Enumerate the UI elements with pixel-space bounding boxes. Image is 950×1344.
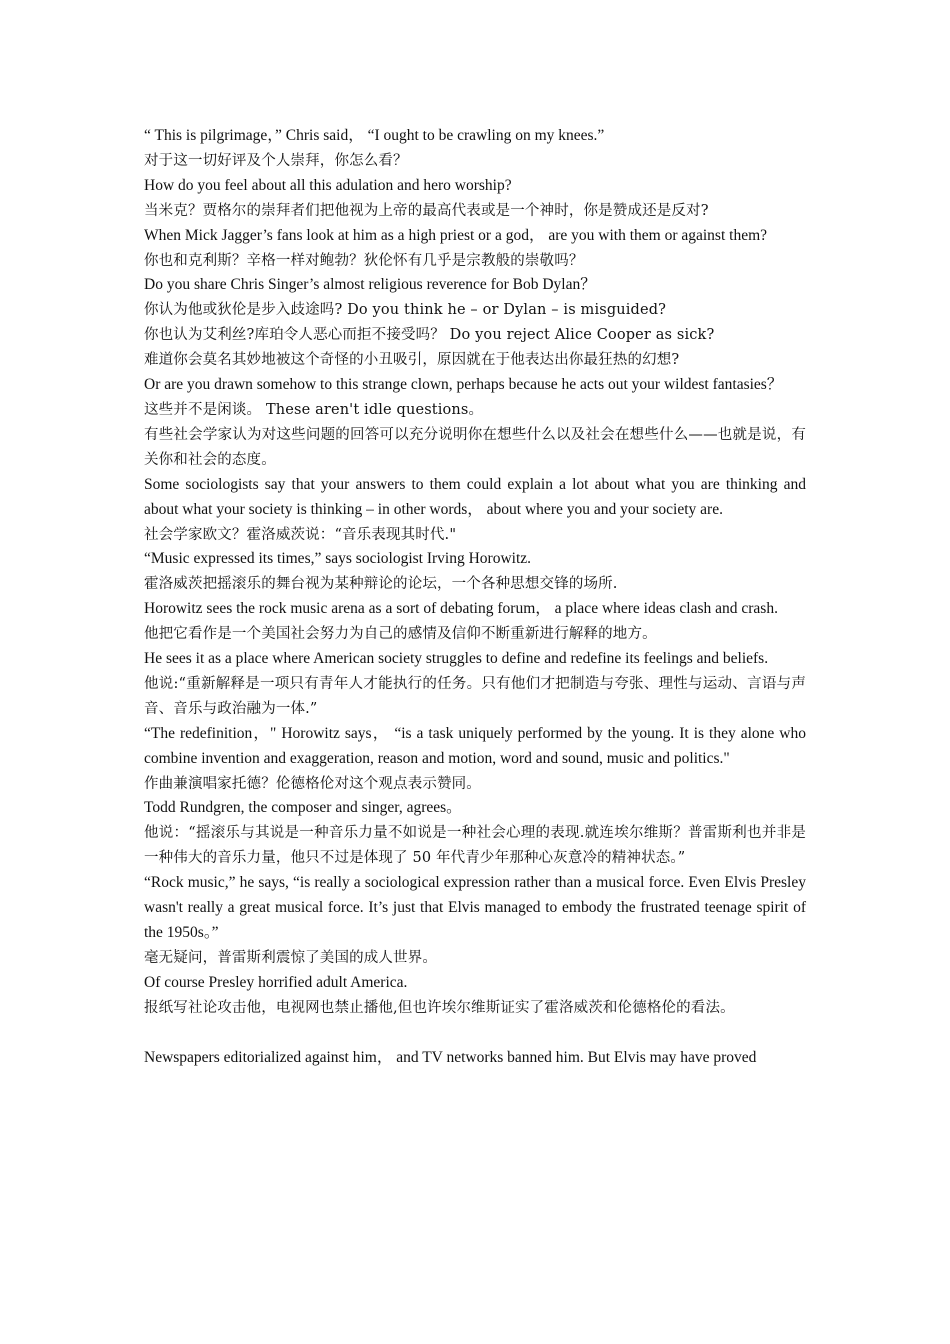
- paragraph: 你也认为艾利丝?库珀令人恶心而拒不接受吗？ Do you reject Alice Cooper as sick?: [144, 327, 715, 344]
- paragraph: Newspapers editorialized against him， and TV networks banned him. But Elvis may have proved: [144, 1048, 757, 1066]
- paragraph: 社会学家欧文？霍洛威茨说：“音乐表现其时代.": [144, 526, 457, 543]
- paragraph: “ This is pilgrimage，” Chris said， “I ought to be crawling on my knees.”: [144, 127, 605, 144]
- document-body: [144, 124, 806, 1070]
- paragraph: 难道你会莫名其妙地被这个奇怪的小丑吸引，原因就在于他表达出你最狂热的幻想?: [144, 352, 680, 369]
- paragraph: 他把它看作是一个美国社会努力为自己的感情及信仰不断重新进行解释的地方。: [144, 626, 657, 643]
- paragraph: “The redefinition，" Horowitz says， “is a task uniquely performed by the young. It is they alone who combine invention and exaggeration, reason and motion, word and sound, music and politics.": [144, 724, 806, 767]
- paragraph: 报纸写社论攻击他，电视网也禁止播他,但也许埃尔维斯证实了霍洛威茨和伦德格伦的看法。: [144, 999, 735, 1016]
- paragraph: 当米克？贾格尔的崇拜者们把他视为上帝的最高代表或是一个神时，你是赞成还是反对?: [144, 202, 709, 219]
- paragraph: 你也和克利斯？辛格一样对鲍勃？狄伦怀有几乎是宗教般的崇敬吗？: [144, 252, 584, 269]
- paragraph: “Rock music,” he says, “is really a sociological expression rather than a musical force. Even Elvis Presley wasn't really a great musical force. It’s just that Elvis managed to embody the frustrated teenage spirit of the 1950s。”: [144, 874, 806, 941]
- paragraph: 毫无疑问，普雷斯利震惊了美国的成人世界。: [144, 949, 437, 966]
- paragraph: 有些社会学家认为对这些问题的回答可以充分说明你在想些什么以及社会在想些什么——也就是说，有关你和社会的态度。: [144, 426, 806, 468]
- paragraph: 这些并不是闲谈。 These aren't idle questions。: [144, 401, 484, 418]
- paragraph: Some sociologists say that your answers to them could explain a lot about what you are thinking and about what your society is thinking – in other words， about where you and your society are.: [144, 475, 806, 518]
- paragraph: 你认为他或狄伦是步入歧途吗? Do you think he – or Dylan – is misguided?: [144, 302, 667, 319]
- paragraph: Or are you drawn somehow to this strange clown, perhaps because he acts out your wildest fantasies？: [144, 376, 783, 394]
- paragraph: Do you share Chris Singer’s almost religious reverence for Bob Dylan？: [144, 276, 596, 294]
- paragraph: 霍洛威茨把摇滚乐的舞台视为某种辩论的论坛，一个各种思想交锋的场所.: [144, 576, 618, 593]
- paragraph: Horowitz sees the rock music arena as a sort of debating forum， a place where ideas clash and crash.: [144, 600, 778, 618]
- paragraph: 对于这一切好评及个人崇拜，你怎么看？: [144, 152, 408, 169]
- paragraph: 他说：“摇滚乐与其说是一种音乐力量不如说是一种社会心理的表现.就连埃尔维斯？普雷斯利也并非是一种伟大的音乐力量，他只不过是体现了 50 年代青少年那种心灰意冷的精神状态。”: [144, 825, 806, 867]
- paragraph: 作曲兼演唱家托德？伦德格伦对这个观点表示赞同。: [144, 775, 481, 792]
- paragraph: Todd Rundgren, the composer and singer, agrees。: [144, 799, 462, 817]
- paragraph: “Music expressed its times,” says sociologist Irving Horowitz.: [144, 550, 532, 568]
- paragraph: How do you feel about all this adulation and hero worship?: [144, 176, 512, 194]
- paragraph: He sees it as a place where American society struggles to define and redefine its feelings and beliefs.: [144, 650, 769, 668]
- paragraph: Of course Presley horrified adult America.: [144, 973, 408, 991]
- paragraph: 他说:“重新解释是一项只有青年人才能执行的任务。只有他们才把制造与夸张、理性与运动、言语与声音、音乐与政治融为一体.”: [144, 675, 806, 717]
- paragraph: When Mick Jagger’s fans look at him as a high priest or a god， are you with them or against them?: [144, 226, 768, 244]
